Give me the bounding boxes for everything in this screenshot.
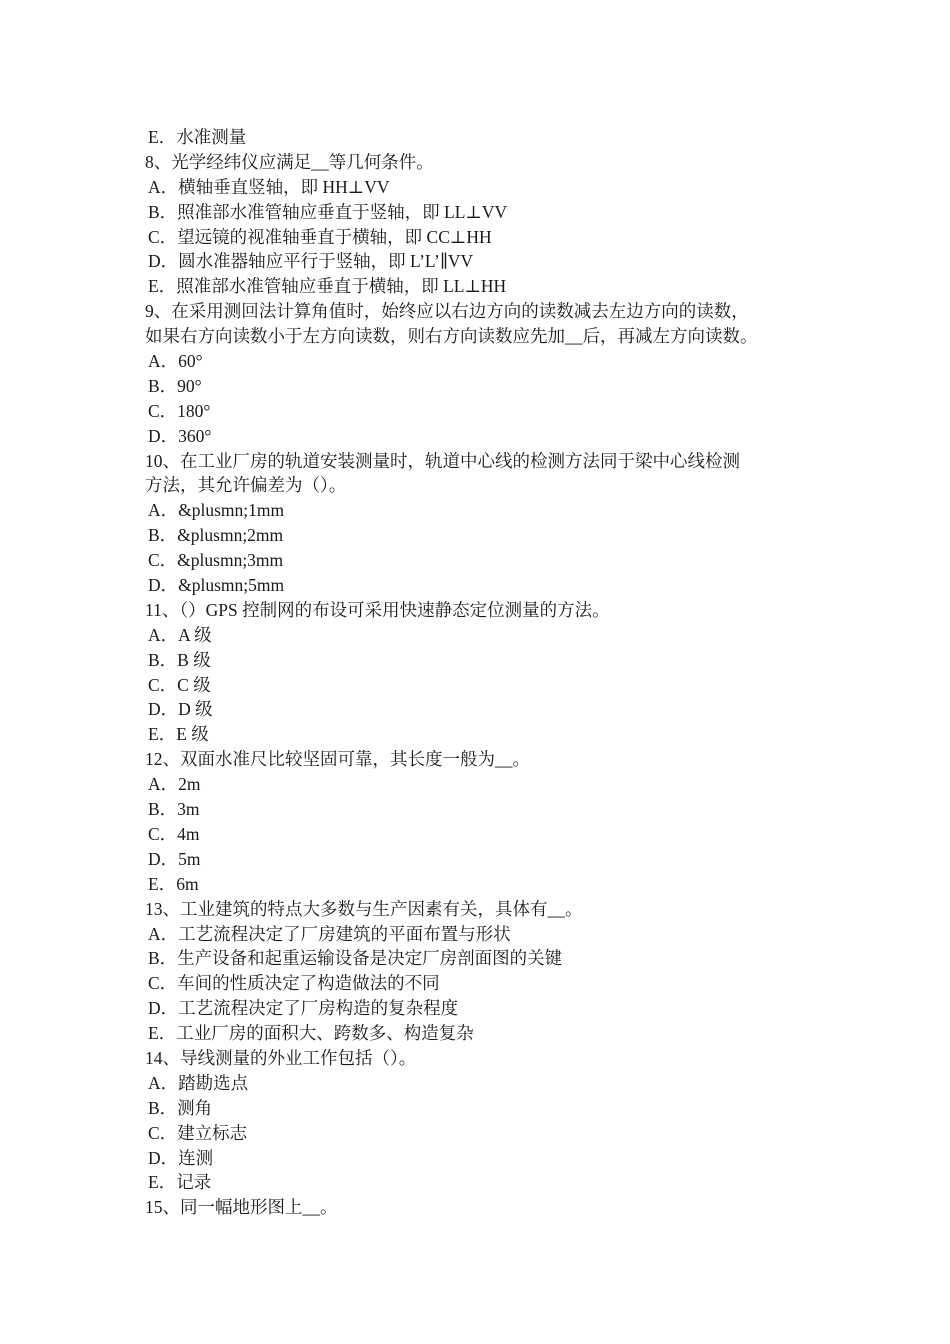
- question-text-line: 8、光学经纬仪应满足__等几何条件。: [145, 151, 434, 172]
- answer-option: B．生产设备和起重运输设备是决定厂房剖面图的关键: [148, 948, 563, 969]
- answer-option: A．&plusmn;1mm: [148, 500, 285, 521]
- answer-option: E．E 级: [148, 724, 209, 745]
- question-text-line: 14、导线测量的外业工作包括（）。: [145, 1047, 417, 1068]
- question-text-line: 13、工业建筑的特点大多数与生产因素有关，具体有__。: [145, 898, 583, 919]
- question-text-line: 11、（）GPS 控制网的布设可采用快速静态定位测量的方法。: [145, 599, 610, 620]
- answer-option: D．连测: [148, 1147, 214, 1168]
- answer-option: E．工业厂房的面积大、跨数多、构造复杂: [148, 1023, 474, 1044]
- question-text-line: 方法，其允许偏差为（）。: [145, 475, 347, 496]
- question-list: [145, 125, 815, 1220]
- answer-option: A．60°: [148, 351, 203, 372]
- answer-option: B．3m: [148, 799, 200, 820]
- answer-option: B．测角: [148, 1097, 213, 1118]
- answer-option: C．&plusmn;3mm: [148, 550, 284, 571]
- answer-option: B．B 级: [148, 649, 211, 670]
- question-text-line: 9、在采用测回法计算角值时，始终应以右边方向的读数减去左边方向的读数，: [145, 301, 749, 322]
- answer-option: E．记录: [148, 1172, 212, 1193]
- answer-option: D．工艺流程决定了厂房构造的复杂程度: [148, 998, 459, 1019]
- answer-option: D．5m: [148, 848, 201, 869]
- answer-option: A．2m: [148, 774, 201, 795]
- answer-option: B．照准部水准管轴应垂直于竖轴，即 LL⊥VV: [148, 201, 508, 222]
- question-text-line: 10、在工业厂房的轨道安装测量时，轨道中心线的检测方法同于梁中心线检测: [145, 450, 740, 471]
- answer-option: A．横轴垂直竖轴，即 HH⊥VV: [148, 176, 390, 197]
- answer-option: A．踏勘选点: [148, 1072, 249, 1093]
- answer-option: C．180°: [148, 400, 211, 421]
- answer-option: C．车间的性质决定了构造做法的不同: [148, 973, 440, 994]
- answer-option: D．&plusmn;5mm: [148, 575, 285, 596]
- answer-option: D．圆水准器轴应平行于竖轴，即 L’L’∥VV: [148, 251, 474, 272]
- answer-option: C．C 级: [148, 674, 211, 695]
- answer-option: A．A 级: [148, 624, 212, 645]
- answer-option: D．D 级: [148, 699, 213, 720]
- answer-option: B．90°: [148, 375, 202, 396]
- answer-option: E．照准部水准管轴应垂直于横轴，即 LL⊥HH: [148, 276, 507, 297]
- answer-option: C．4m: [148, 823, 200, 844]
- answer-option: B．&plusmn;2mm: [148, 525, 284, 546]
- answer-option: C．建立标志: [148, 1122, 248, 1143]
- answer-option: A．工艺流程决定了厂房建筑的平面布置与形状: [148, 923, 511, 944]
- question-text-line: 如果右方向读数小于左方向读数，则右方向读数应先加__后，再减左方向读数。: [145, 326, 758, 347]
- answer-option: E．6m: [148, 873, 199, 894]
- answer-option: D．360°: [148, 425, 212, 446]
- question-text-line: 15、同一幅地形图上__。: [145, 1197, 338, 1218]
- question-text-line: 12、双面水准尺比较坚固可靠，其长度一般为__。: [145, 749, 530, 770]
- answer-option: C．望远镜的视准轴垂直于横轴，即 CC⊥HH: [148, 226, 492, 247]
- answer-option: E．水准测量: [148, 127, 247, 147]
